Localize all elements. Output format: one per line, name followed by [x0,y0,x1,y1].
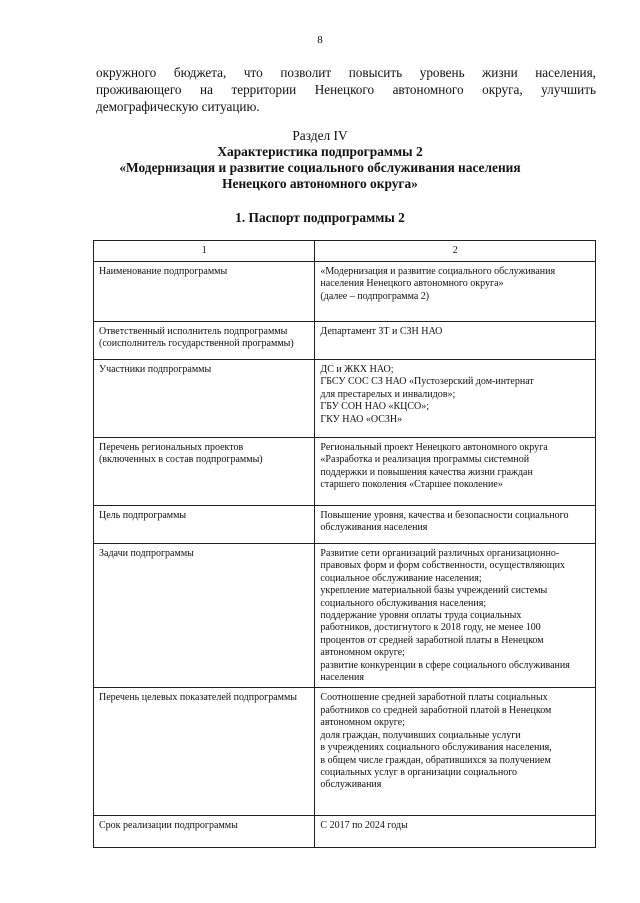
intro-word: автономного [392,82,464,97]
row-value-line: населения [320,672,364,684]
row-label-line: (соисполнитель государственной программы) [99,338,294,350]
row-label-cell [94,322,315,360]
page-number: 8 [317,34,323,46]
row-value-line: развитие конкуренции в сфере социального обслуживания [320,659,570,671]
row-value-cell [315,506,596,544]
row-value-line: Повышение уровня, качества и безопасности социального [320,510,569,521]
row-value-cell [315,816,596,848]
row-value-line: (далее – подпрограмма 2) [320,290,430,302]
row-label-line: Срок реализации подпрограммы [99,820,238,832]
row-label-cell [94,506,315,544]
row-value-line: ГБУ СОН НАО «КЦСО»; [320,401,429,413]
row-label-cell [94,544,315,688]
row-value-line: поддержки и повышения качества жизни граждан [320,466,533,478]
intro-line-2 [96,81,596,98]
table-row [94,438,596,506]
row-value-line: социального обслуживания населения; [320,597,487,609]
row-value-cell [315,262,596,322]
row-value-line: социальное обслуживание населения; [320,572,482,584]
row-value-cell [315,438,596,506]
row-value-line: социальных услуг в организации социального [320,766,518,778]
row-label-line: (включенных в состав подпрограммы) [99,454,263,466]
intro-word: округа, [482,82,523,97]
intro-word: населения, [535,65,596,80]
row-value-line: ГБСУ СОС СЗ НАО «Пустозерский дом-интернат [320,376,534,388]
row-value-line: автономном округе; [320,647,405,659]
row-label-line: Задачи подпрограммы [99,548,194,559]
row-value-line: в учреждениях социального обслуживания населения, [320,742,552,754]
intro-word: на [200,82,213,97]
passport-table [93,240,596,848]
row-value-line: поддержание уровня оплаты труда социальных [320,610,522,622]
row-value-line: правовых форм и форм собственности, осуществляющих [320,560,565,572]
row-label-cell [94,438,315,506]
section-heading [0,128,640,192]
intro-word: что [243,65,263,80]
row-value-cell [315,688,596,816]
intro-line-1 [96,64,596,81]
column-header-2: 2 [315,241,596,262]
row-label-line: Наименование подпрограммы [99,266,228,277]
row-label-cell [94,688,315,816]
column-header-1: 1 [94,241,315,262]
row-label-line: Цель подпрограммы [99,510,187,521]
section-title-line: Характеристика подпрограммы 2 [217,144,423,159]
section-title-line: Ненецкого автономного округа» [222,176,418,191]
section-title-line: «Модернизация и развитие социального обслуживания населения [119,160,521,175]
intro-line-3 [96,98,596,115]
intro-word: Ненецкого [314,82,375,97]
intro-word: жизни [482,65,518,80]
row-value-line: Региональный проект Ненецкого автономного округа [320,442,548,453]
row-label-line: Перечень целевых показателей подпрограммы [99,692,298,704]
row-value-line: ДС и ЖКХ НАО; [320,364,394,375]
table-row [94,360,596,438]
row-value-line: ГКУ НАО «ОСЗН» [320,413,403,425]
row-value-line: доля граждан, получивших социальные услуги [320,729,521,741]
row-value-line: Развитие сети организаций различных организационно- [320,548,560,559]
row-value-cell [315,544,596,688]
table-row [94,322,596,360]
row-value-line: населения Ненецкого автономного округа» [320,278,504,290]
row-value-line: автономном округе; [320,717,405,729]
row-value-line: в общем числе граждан, обратившихся за получением [320,754,551,766]
intro-word: повысить [348,65,403,80]
intro-word: бюджета, [173,65,227,80]
row-value-line: Департамент ЗТ и СЗН НАО [320,326,443,337]
row-value-line: обслуживания населения [320,522,428,534]
row-value-line: работников со средней заработной платой в Ненецком [320,704,552,716]
table-row [94,816,596,848]
intro-word: демографическую ситуацию. [96,99,260,114]
table-row [94,688,596,816]
row-value-line: «Разработка и реализация программы системной [320,454,530,466]
intro-word: улучшить [541,82,596,97]
passport-table-body [94,241,596,848]
row-value-line: старшего поколения «Старшее поколение» [320,479,503,491]
intro-word: позволит [280,65,332,80]
row-value-line: «Модернизация и развитие социального обслуживания [320,266,556,277]
row-value-line: обслуживания [320,779,382,791]
row-value-cell [315,322,596,360]
intro-word: окружного [96,65,157,80]
row-value-line: для престарелых и инвалидов»; [320,388,456,400]
row-value-line: С 2017 по 2024 годы [320,820,408,832]
intro-paragraph [96,64,596,115]
section-label: Раздел IV [292,128,348,143]
intro-word: уровень [419,65,465,80]
table-header-row [94,241,596,262]
row-label-cell [94,816,315,848]
passport-title: 1. Паспорт подпрограммы 2 [235,210,405,225]
row-label-cell [94,360,315,438]
table-row [94,544,596,688]
row-label-line: Перечень региональных проектов [99,442,244,453]
row-value-line: процентов от средней заработной платы в Ненецком [320,634,544,646]
table-row [94,262,596,322]
table-row [94,506,596,544]
row-label-line: Участники подпрограммы [99,364,212,375]
row-value-cell [315,360,596,438]
row-value-line: работников, достигнутого к 2018 году, не менее 100 [320,622,541,634]
row-label-line: Ответственный исполнитель подпрограммы [99,326,288,337]
intro-word: проживающего [96,82,182,97]
row-label-cell [94,262,315,322]
row-value-line: Соотношение средней заработной платы социальных [320,692,548,704]
row-value-line: укрепление материальной базы учреждений системы [320,585,548,597]
intro-word: территории [231,82,297,97]
